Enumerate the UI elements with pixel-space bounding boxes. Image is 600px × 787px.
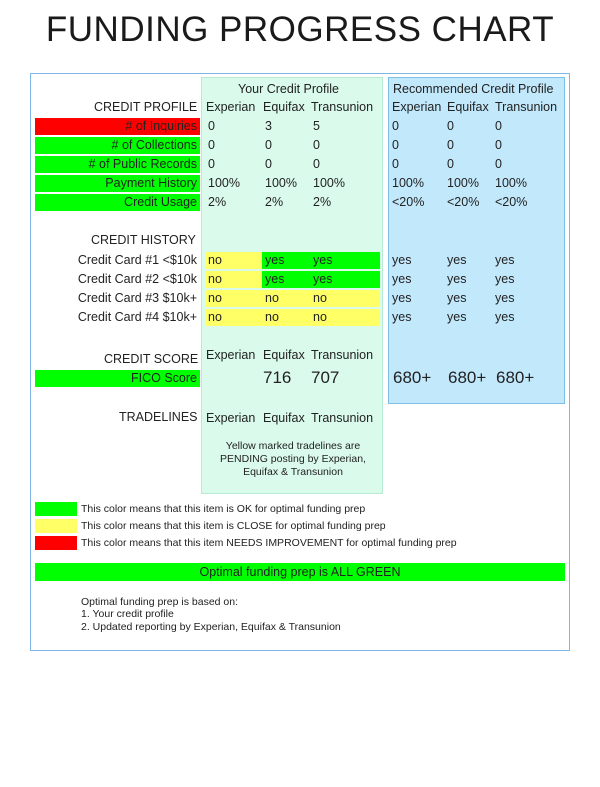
your-history-value: no — [205, 252, 262, 269]
recommended-value: 0 — [392, 157, 399, 171]
recommended-value: 0 — [495, 138, 502, 152]
recommended-history-value: yes — [495, 253, 515, 267]
recommended-history-value: yes — [447, 291, 467, 305]
your-history-value: no — [310, 309, 380, 326]
your-value: 2% — [313, 195, 332, 209]
recommended-profile-header: Recommended Credit Profile — [393, 82, 554, 96]
rec-bureau-header-experian: Experian — [392, 100, 442, 114]
score-bureau-header-equifax: Equifax — [263, 348, 305, 362]
your-value: 100% — [313, 176, 345, 190]
history-row-label: Credit Card #4 $10k+ — [77, 310, 197, 324]
your-history-value: no — [262, 290, 310, 307]
fico-score-label: FICO Score — [35, 370, 200, 387]
your-value: 100% — [265, 176, 297, 190]
all-green-banner: Optimal funding prep is ALL GREEN — [35, 563, 565, 581]
tradelines-heading: TRADELINES — [119, 410, 198, 424]
your-value: 0 — [313, 138, 320, 152]
your-value: 5 — [313, 119, 320, 133]
legend-swatch — [35, 502, 77, 516]
your-fico-score: 716 — [263, 368, 292, 387]
recommended-history-value: yes — [392, 253, 412, 267]
profile-row-label: Payment History — [35, 175, 200, 192]
recommended-value: <20% — [495, 195, 528, 209]
history-row-label: Credit Card #2 <$10k — [77, 272, 197, 286]
your-history-value: yes — [310, 271, 380, 288]
your-history-value: no — [262, 309, 310, 326]
recommended-fico-score: 680+ — [393, 368, 432, 387]
profile-row-label: # of Collections — [35, 137, 200, 154]
your-value: 0 — [313, 157, 320, 171]
your-history-value: yes — [310, 252, 380, 269]
recommended-value: 0 — [392, 138, 399, 152]
your-history-value: yes — [262, 271, 310, 288]
legend-text: This color means that this item is OK for optimal funding prep — [81, 503, 366, 515]
recommended-value: 0 — [447, 138, 454, 152]
your-history-value: no — [205, 290, 262, 307]
your-history-value: no — [310, 290, 380, 307]
recommended-value: <20% — [392, 195, 425, 209]
footer-item: 2. Updated reporting by Experian, Equifax & Transunion — [81, 621, 341, 633]
recommended-history-value: yes — [495, 291, 515, 305]
your-fico-score: 707 — [311, 368, 340, 387]
tradeline-bureau-header-transunion: Transunion — [311, 411, 374, 425]
recommended-history-value: yes — [447, 253, 467, 267]
tradeline-bureau-header-experian: Experian — [206, 411, 256, 425]
legend-swatch — [35, 519, 77, 533]
your-value: 2% — [208, 195, 227, 209]
recommended-history-value: yes — [447, 272, 467, 286]
credit-score-heading: CREDIT SCORE — [104, 352, 199, 366]
recommended-fico-score: 680+ — [496, 368, 535, 387]
your-history-value: no — [205, 271, 262, 288]
your-value: 0 — [265, 138, 272, 152]
history-row-label: Credit Card #3 $10k+ — [77, 291, 197, 305]
profile-row-label: # of Public Records — [35, 156, 200, 173]
your-value: 100% — [208, 176, 240, 190]
credit-history-heading: CREDIT HISTORY — [91, 233, 196, 247]
your-value: 0 — [265, 157, 272, 171]
legend-swatch — [35, 536, 77, 550]
your-value: 0 — [208, 138, 215, 152]
recommended-value: 100% — [447, 176, 479, 190]
your-value: 3 — [265, 119, 272, 133]
recommended-value: 0 — [495, 157, 502, 171]
recommended-history-value: yes — [392, 291, 412, 305]
footer-intro: Optimal funding prep is based on: — [81, 596, 239, 608]
recommended-history-value: yes — [495, 310, 515, 324]
recommended-value: 0 — [392, 119, 399, 133]
recommended-value: 0 — [495, 119, 502, 133]
score-bureau-header-experian: Experian — [206, 348, 256, 362]
your-history-value: no — [205, 309, 262, 326]
recommended-value: 0 — [447, 119, 454, 133]
footer-item: 1. Your credit profile — [81, 608, 174, 620]
recommended-history-value: yes — [495, 272, 515, 286]
profile-row-label: Credit Usage — [35, 194, 200, 211]
page-title: FUNDING PROGRESS CHART — [45, 10, 555, 49]
your-profile-header: Your Credit Profile — [238, 82, 339, 96]
legend-text: This color means that this item is CLOSE for optimal funding prep — [81, 520, 386, 532]
recommended-value: 0 — [447, 157, 454, 171]
your-bureau-header-experian: Experian — [206, 100, 256, 114]
recommended-value: 100% — [495, 176, 527, 190]
profile-row-label: # of Inquiries — [35, 118, 200, 135]
history-row-label: Credit Card #1 <$10k — [77, 253, 197, 267]
your-value: 0 — [208, 157, 215, 171]
recommended-history-value: yes — [447, 310, 467, 324]
score-bureau-header-transunion: Transunion — [311, 348, 374, 362]
legend-text: This color means that this item NEEDS IMPROVEMENT for optimal funding prep — [81, 537, 457, 549]
tradelines-pending-note: Yellow marked tradelines are PENDING posting by Experian, Equifax & Transunion — [220, 440, 366, 478]
your-value: 2% — [265, 195, 284, 209]
recommended-fico-score: 680+ — [448, 368, 487, 387]
your-history-value: yes — [262, 252, 310, 269]
your-bureau-header-equifax: Equifax — [263, 100, 305, 114]
recommended-history-value: yes — [392, 310, 412, 324]
recommended-value: 100% — [392, 176, 424, 190]
recommended-value: <20% — [447, 195, 480, 209]
rec-bureau-header-equifax: Equifax — [447, 100, 489, 114]
recommended-history-value: yes — [392, 272, 412, 286]
your-bureau-header-transunion: Transunion — [311, 100, 374, 114]
credit-profile-heading: CREDIT PROFILE — [94, 100, 198, 114]
tradeline-bureau-header-equifax: Equifax — [263, 411, 305, 425]
your-value: 0 — [208, 119, 215, 133]
rec-bureau-header-transunion: Transunion — [495, 100, 558, 114]
